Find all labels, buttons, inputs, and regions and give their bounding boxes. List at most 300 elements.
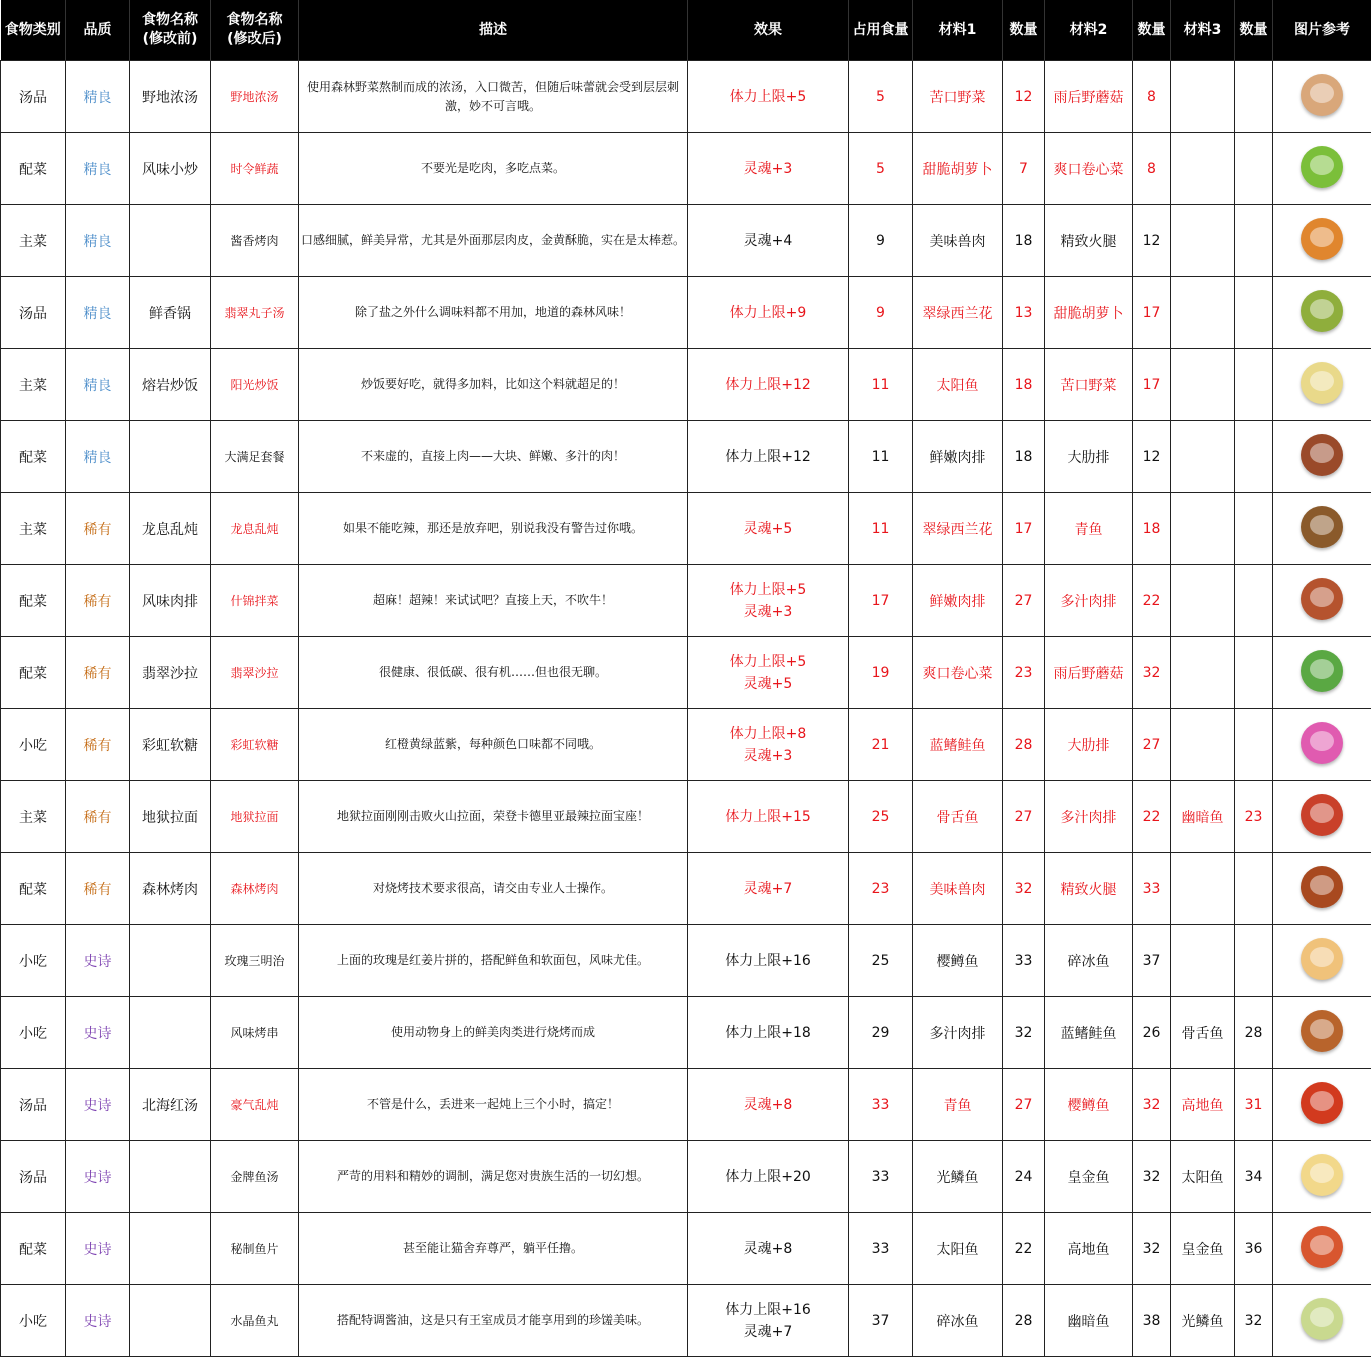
material3-cell xyxy=(1171,277,1235,349)
food-cost-cell: 17 xyxy=(849,565,913,637)
description-cell: 使用森林野菜熬制而成的浓汤，入口微苦，但随后味蕾就会受到层层刺激，妙不可言哦。 xyxy=(299,61,688,133)
material2-cell: 皇金鱼 xyxy=(1045,1141,1133,1213)
qty3-cell xyxy=(1235,493,1273,565)
quality-cell: 史诗 xyxy=(66,997,130,1069)
image-cell xyxy=(1273,205,1371,277)
material3-cell xyxy=(1171,205,1235,277)
qty3-cell: 31 xyxy=(1235,1069,1273,1141)
food-cost-cell: 37 xyxy=(849,1285,913,1357)
material2-cell: 高地鱼 xyxy=(1045,1213,1133,1285)
qty2-cell: 38 xyxy=(1133,1285,1171,1357)
material1-cell: 樱鳟鱼 xyxy=(913,925,1003,997)
effect-cell xyxy=(688,1213,849,1285)
category-cell: 汤品 xyxy=(1,1069,66,1141)
material1-cell: 美味兽肉 xyxy=(913,853,1003,925)
name-after-cell: 时令鲜蔬 xyxy=(211,133,299,205)
effect-text: 体力上限+5 xyxy=(729,88,807,105)
qty3-cell xyxy=(1235,925,1273,997)
table-row xyxy=(1,205,1371,277)
qty2-cell: 17 xyxy=(1133,349,1171,421)
description-cell: 使用动物身上的鲜美肉类进行烧烤而成 xyxy=(299,997,688,1069)
material3-cell xyxy=(1171,349,1235,421)
effect-text: 体力上限+8 xyxy=(729,725,807,742)
name-after-cell: 秘制鱼片 xyxy=(211,1213,299,1285)
material3-cell: 幽暗鱼 xyxy=(1171,781,1235,853)
name-before-cell xyxy=(130,1285,211,1357)
image-cell xyxy=(1273,277,1371,349)
header-qty2: 数量 xyxy=(1133,0,1171,61)
fish-slices-icon xyxy=(1301,1226,1343,1268)
description-cell: 甚至能让猫舍弃尊严，躺平任撸。 xyxy=(299,1213,688,1285)
effect-text: 体力上限+16 xyxy=(725,1301,811,1318)
description-cell: 对烧烤技术要求很高，请交由专业人士操作。 xyxy=(299,853,688,925)
effect-text: 体力上限+15 xyxy=(725,808,811,825)
name-after-cell: 地狱拉面 xyxy=(211,781,299,853)
material1-cell: 多汁肉排 xyxy=(913,997,1003,1069)
effect-cell xyxy=(688,421,849,493)
effect-cell xyxy=(688,565,849,637)
qty2-cell: 32 xyxy=(1133,637,1171,709)
qty3-cell xyxy=(1235,853,1273,925)
effect-cell xyxy=(688,637,849,709)
qty1-cell: 28 xyxy=(1003,709,1045,781)
stew-pot-icon xyxy=(1301,506,1343,548)
qty2-cell: 26 xyxy=(1133,997,1171,1069)
food-cost-cell: 5 xyxy=(849,61,913,133)
table-body xyxy=(1,61,1371,1357)
table-row xyxy=(1,1285,1371,1357)
material3-cell xyxy=(1171,637,1235,709)
qty2-cell: 32 xyxy=(1133,1213,1171,1285)
material3-cell xyxy=(1171,421,1235,493)
name-before-cell: 北海红汤 xyxy=(130,1069,211,1141)
name-after-cell: 大满足套餐 xyxy=(211,421,299,493)
qty3-cell xyxy=(1235,637,1273,709)
effect-text: 灵魂+8 xyxy=(743,1096,793,1113)
material1-cell: 太阳鱼 xyxy=(913,349,1003,421)
name-after-cell: 豪气乱炖 xyxy=(211,1069,299,1141)
qty1-cell: 13 xyxy=(1003,277,1045,349)
table-row xyxy=(1,637,1371,709)
header-material1: 材料1 xyxy=(913,0,1003,61)
material3-cell: 高地鱼 xyxy=(1171,1069,1235,1141)
quality-cell: 精良 xyxy=(66,421,130,493)
table-row xyxy=(1,1069,1371,1141)
qty3-cell xyxy=(1235,61,1273,133)
header-effect: 效果 xyxy=(688,0,849,61)
material3-cell: 光鳞鱼 xyxy=(1171,1285,1235,1357)
name-after-cell: 水晶鱼丸 xyxy=(211,1285,299,1357)
material2-cell: 雨后野蘑菇 xyxy=(1045,637,1133,709)
header-material3: 材料3 xyxy=(1171,0,1235,61)
qty2-cell: 12 xyxy=(1133,421,1171,493)
table-row xyxy=(1,853,1371,925)
quality-cell: 精良 xyxy=(66,61,130,133)
food-cost-cell: 33 xyxy=(849,1141,913,1213)
image-cell xyxy=(1273,1213,1371,1285)
name-before-cell: 翡翠沙拉 xyxy=(130,637,211,709)
name-before-cell: 风味小炒 xyxy=(130,133,211,205)
category-cell: 配菜 xyxy=(1,1213,66,1285)
header-category: 食物类别 xyxy=(1,0,66,61)
material1-cell: 碎冰鱼 xyxy=(913,1285,1003,1357)
qty3-cell: 34 xyxy=(1235,1141,1273,1213)
material1-cell: 鲜嫩肉排 xyxy=(913,421,1003,493)
crystal-dumpling-icon xyxy=(1301,1298,1343,1340)
material2-cell: 多汁肉排 xyxy=(1045,781,1133,853)
effect-text: 体力上限+20 xyxy=(725,1168,811,1185)
qty1-cell: 28 xyxy=(1003,1285,1045,1357)
material1-cell: 鲜嫩肉排 xyxy=(913,565,1003,637)
material1-cell: 爽口卷心菜 xyxy=(913,637,1003,709)
material1-cell: 美味兽肉 xyxy=(913,205,1003,277)
material1-cell: 翠绿西兰花 xyxy=(913,493,1003,565)
red-stew-icon xyxy=(1301,1082,1343,1124)
header-description: 描述 xyxy=(299,0,688,61)
header-row xyxy=(1,0,1371,61)
table-row xyxy=(1,997,1371,1069)
image-cell xyxy=(1273,781,1371,853)
header-food-cost: 占用食量 xyxy=(849,0,913,61)
qty2-cell: 27 xyxy=(1133,709,1171,781)
name-after-cell: 翡翠丸子汤 xyxy=(211,277,299,349)
qty1-cell: 32 xyxy=(1003,997,1045,1069)
effect-text: 体力上限+18 xyxy=(725,1024,811,1041)
food-cost-cell: 33 xyxy=(849,1069,913,1141)
table-row xyxy=(1,349,1371,421)
table-row xyxy=(1,1213,1371,1285)
image-cell xyxy=(1273,1285,1371,1357)
description-cell: 如果不能吃辣，那还是放弃吧，别说我没有警告过你哦。 xyxy=(299,493,688,565)
effect-text: 体力上限+16 xyxy=(725,952,811,969)
effect-text: 体力上限+12 xyxy=(725,376,811,393)
description-cell: 上面的玫瑰是红姜片拼的，搭配鲜鱼和软面包，风味尤佳。 xyxy=(299,925,688,997)
name-after-cell: 金牌鱼汤 xyxy=(211,1141,299,1213)
material3-cell: 太阳鱼 xyxy=(1171,1141,1235,1213)
food-cost-cell: 33 xyxy=(849,1213,913,1285)
material1-cell: 骨舌鱼 xyxy=(913,781,1003,853)
table-row xyxy=(1,493,1371,565)
name-before-cell xyxy=(130,1141,211,1213)
qty2-cell: 18 xyxy=(1133,493,1171,565)
qty2-cell: 17 xyxy=(1133,277,1171,349)
effect-cell xyxy=(688,781,849,853)
material2-cell: 大肋排 xyxy=(1045,421,1133,493)
qty3-cell: 32 xyxy=(1235,1285,1273,1357)
quality-cell: 稀有 xyxy=(66,565,130,637)
material2-cell: 樱鳟鱼 xyxy=(1045,1069,1133,1141)
description-cell: 不要光是吃肉，多吃点菜。 xyxy=(299,133,688,205)
effect-cell xyxy=(688,1069,849,1141)
material1-cell: 青鱼 xyxy=(913,1069,1003,1141)
description-cell: 超麻！超辣！来试试吧？直接上天，不吹牛！ xyxy=(299,565,688,637)
material3-cell xyxy=(1171,493,1235,565)
effect-text: 体力上限+5 xyxy=(729,653,807,670)
name-before-cell: 龙息乱炖 xyxy=(130,493,211,565)
qty2-cell: 22 xyxy=(1133,565,1171,637)
category-cell: 主菜 xyxy=(1,493,66,565)
effect-cell xyxy=(688,493,849,565)
name-after-cell: 什锦拌菜 xyxy=(211,565,299,637)
description-cell: 不来虚的，直接上肉——大块、鲜嫩、多汁的肉！ xyxy=(299,421,688,493)
name-before-cell: 彩虹软糖 xyxy=(130,709,211,781)
name-after-cell: 森林烤肉 xyxy=(211,853,299,925)
header-name-before: 食物名称 (修改前) xyxy=(130,0,211,61)
quality-cell: 精良 xyxy=(66,277,130,349)
fried-rice-icon xyxy=(1301,362,1343,404)
food-cost-cell: 25 xyxy=(849,925,913,997)
food-cost-cell: 11 xyxy=(849,349,913,421)
material2-cell: 雨后野蘑菇 xyxy=(1045,61,1133,133)
header-qty1: 数量 xyxy=(1003,0,1045,61)
qty3-cell xyxy=(1235,349,1273,421)
header-material2: 材料2 xyxy=(1045,0,1133,61)
material1-cell: 光鳞鱼 xyxy=(913,1141,1003,1213)
material1-cell: 甜脆胡萝卜 xyxy=(913,133,1003,205)
effect-text: 体力上限+9 xyxy=(729,304,807,321)
food-cost-cell: 9 xyxy=(849,205,913,277)
salad-bowl-icon xyxy=(1301,650,1343,692)
name-before-cell: 森林烤肉 xyxy=(130,853,211,925)
quality-cell: 史诗 xyxy=(66,925,130,997)
description-cell: 不管是什么，丢进来一起炖上三个小时，搞定！ xyxy=(299,1069,688,1141)
qty3-cell xyxy=(1235,565,1273,637)
name-before-cell: 风味肉排 xyxy=(130,565,211,637)
qty1-cell: 27 xyxy=(1003,781,1045,853)
qty1-cell: 22 xyxy=(1003,1213,1045,1285)
rainbow-candy-icon xyxy=(1301,722,1343,764)
qty2-cell: 37 xyxy=(1133,925,1171,997)
name-after-cell: 玫瑰三明治 xyxy=(211,925,299,997)
effect-cell xyxy=(688,277,849,349)
name-before-cell xyxy=(130,997,211,1069)
category-cell: 主菜 xyxy=(1,205,66,277)
quality-cell: 稀有 xyxy=(66,709,130,781)
material3-cell xyxy=(1171,709,1235,781)
effect-text: 体力上限+12 xyxy=(725,448,811,465)
name-after-cell: 野地浓汤 xyxy=(211,61,299,133)
qty2-cell: 8 xyxy=(1133,61,1171,133)
category-cell: 小吃 xyxy=(1,1285,66,1357)
qty2-cell: 32 xyxy=(1133,1141,1171,1213)
effect-text: 灵魂+3 xyxy=(743,160,793,177)
qty3-cell xyxy=(1235,133,1273,205)
table-row xyxy=(1,565,1371,637)
material3-cell: 骨舌鱼 xyxy=(1171,997,1235,1069)
name-before-cell xyxy=(130,205,211,277)
qty3-cell: 36 xyxy=(1235,1213,1273,1285)
category-cell: 主菜 xyxy=(1,349,66,421)
name-before-cell: 地狱拉面 xyxy=(130,781,211,853)
qty3-cell xyxy=(1235,709,1273,781)
image-cell xyxy=(1273,853,1371,925)
image-cell xyxy=(1273,565,1371,637)
description-cell: 口感细腻，鲜美异常，尤其是外面那层肉皮，金黄酥脆，实在是太棒惹。 xyxy=(299,205,688,277)
category-cell: 小吃 xyxy=(1,709,66,781)
category-cell: 小吃 xyxy=(1,925,66,997)
material2-cell: 大肋排 xyxy=(1045,709,1133,781)
qty2-cell: 32 xyxy=(1133,1069,1171,1141)
qty1-cell: 18 xyxy=(1003,205,1045,277)
material1-cell: 苦口野菜 xyxy=(913,61,1003,133)
mixed-dish-icon xyxy=(1301,578,1343,620)
quality-cell: 精良 xyxy=(66,349,130,421)
category-cell: 汤品 xyxy=(1,1141,66,1213)
quality-cell: 稀有 xyxy=(66,853,130,925)
steak-plate-icon xyxy=(1301,434,1343,476)
material2-cell: 幽暗鱼 xyxy=(1045,1285,1133,1357)
effect-text: 灵魂+5 xyxy=(743,675,793,692)
table-row xyxy=(1,781,1371,853)
qty1-cell: 23 xyxy=(1003,637,1045,709)
qty1-cell: 33 xyxy=(1003,925,1045,997)
material2-cell: 多汁肉排 xyxy=(1045,565,1133,637)
image-cell xyxy=(1273,637,1371,709)
category-cell: 主菜 xyxy=(1,781,66,853)
description-cell: 很健康、很低碳、很有机……但也很无聊。 xyxy=(299,637,688,709)
quality-cell: 稀有 xyxy=(66,637,130,709)
effect-cell xyxy=(688,205,849,277)
qty1-cell: 17 xyxy=(1003,493,1045,565)
vegetable-plate-icon xyxy=(1301,146,1343,188)
header-qty3: 数量 xyxy=(1235,0,1273,61)
qty2-cell: 8 xyxy=(1133,133,1171,205)
table-row xyxy=(1,709,1371,781)
quality-cell: 史诗 xyxy=(66,1069,130,1141)
kebab-plate-icon xyxy=(1301,1010,1343,1052)
name-before-cell: 鲜香锅 xyxy=(130,277,211,349)
name-after-cell: 彩虹软糖 xyxy=(211,709,299,781)
effect-text: 灵魂+5 xyxy=(743,520,793,537)
effect-cell xyxy=(688,1141,849,1213)
material2-cell: 精致火腿 xyxy=(1045,853,1133,925)
name-before-cell: 熔岩炒饭 xyxy=(130,349,211,421)
description-cell: 红橙黄绿蓝紫，每种颜色口味都不同哦。 xyxy=(299,709,688,781)
image-cell xyxy=(1273,349,1371,421)
quality-cell: 精良 xyxy=(66,205,130,277)
qty1-cell: 18 xyxy=(1003,421,1045,493)
quality-cell: 稀有 xyxy=(66,493,130,565)
qty1-cell: 12 xyxy=(1003,61,1045,133)
green-soup-icon xyxy=(1301,290,1343,332)
material3-cell xyxy=(1171,565,1235,637)
image-cell xyxy=(1273,709,1371,781)
effect-text: 灵魂+4 xyxy=(743,232,793,249)
ramen-bowl-icon xyxy=(1301,794,1343,836)
image-cell xyxy=(1273,133,1371,205)
qty2-cell: 22 xyxy=(1133,781,1171,853)
qty3-cell: 28 xyxy=(1235,997,1273,1069)
qty1-cell: 27 xyxy=(1003,1069,1045,1141)
effect-text: 灵魂+8 xyxy=(743,1240,793,1257)
effect-cell xyxy=(688,925,849,997)
effect-cell xyxy=(688,1285,849,1357)
material2-cell: 青鱼 xyxy=(1045,493,1133,565)
material1-cell: 翠绿西兰花 xyxy=(913,277,1003,349)
name-before-cell xyxy=(130,925,211,997)
effect-cell xyxy=(688,853,849,925)
material3-cell xyxy=(1171,61,1235,133)
table-row xyxy=(1,277,1371,349)
qty2-cell: 33 xyxy=(1133,853,1171,925)
effect-text: 灵魂+3 xyxy=(743,747,793,764)
qty3-cell xyxy=(1235,205,1273,277)
quality-cell: 史诗 xyxy=(66,1141,130,1213)
description-cell: 严苛的用料和精妙的调制，满足您对贵族生活的一切幻想。 xyxy=(299,1141,688,1213)
table-row xyxy=(1,421,1371,493)
qty1-cell: 32 xyxy=(1003,853,1045,925)
qty1-cell: 27 xyxy=(1003,565,1045,637)
quality-cell: 史诗 xyxy=(66,1285,130,1357)
image-cell xyxy=(1273,421,1371,493)
header-image: 图片参考 xyxy=(1273,0,1371,61)
category-cell: 配菜 xyxy=(1,421,66,493)
header-quality: 品质 xyxy=(66,0,130,61)
rose-sandwich-icon xyxy=(1301,938,1343,980)
name-after-cell: 龙息乱炖 xyxy=(211,493,299,565)
qty2-cell: 12 xyxy=(1133,205,1171,277)
table-row xyxy=(1,61,1371,133)
effect-text: 灵魂+3 xyxy=(743,603,793,620)
material2-cell: 蓝鳍鲑鱼 xyxy=(1045,997,1133,1069)
qty3-cell xyxy=(1235,421,1273,493)
header-name-after: 食物名称 (修改后) xyxy=(211,0,299,61)
food-cost-cell: 23 xyxy=(849,853,913,925)
food-cost-cell: 21 xyxy=(849,709,913,781)
category-cell: 汤品 xyxy=(1,277,66,349)
material3-cell: 皇金鱼 xyxy=(1171,1213,1235,1285)
effect-cell xyxy=(688,349,849,421)
image-cell xyxy=(1273,997,1371,1069)
image-cell xyxy=(1273,1069,1371,1141)
image-cell xyxy=(1273,493,1371,565)
effect-cell xyxy=(688,133,849,205)
effect-cell xyxy=(688,709,849,781)
food-cost-cell: 9 xyxy=(849,277,913,349)
table-row xyxy=(1,1141,1371,1213)
quality-cell: 稀有 xyxy=(66,781,130,853)
category-cell: 配菜 xyxy=(1,637,66,709)
qty1-cell: 24 xyxy=(1003,1141,1045,1213)
fish-soup-icon xyxy=(1301,1154,1343,1196)
material3-cell xyxy=(1171,925,1235,997)
food-cost-cell: 11 xyxy=(849,421,913,493)
meat-skewer-icon xyxy=(1301,866,1343,908)
category-cell: 配菜 xyxy=(1,565,66,637)
effect-text: 体力上限+5 xyxy=(729,581,807,598)
material2-cell: 精致火腿 xyxy=(1045,205,1133,277)
food-cost-cell: 11 xyxy=(849,493,913,565)
material1-cell: 太阳鱼 xyxy=(913,1213,1003,1285)
quality-cell: 精良 xyxy=(66,133,130,205)
material2-cell: 爽口卷心菜 xyxy=(1045,133,1133,205)
name-before-cell xyxy=(130,1213,211,1285)
effect-cell xyxy=(688,997,849,1069)
category-cell: 配菜 xyxy=(1,853,66,925)
image-cell xyxy=(1273,925,1371,997)
image-cell xyxy=(1273,61,1371,133)
qty3-cell xyxy=(1235,277,1273,349)
name-after-cell: 翡翠沙拉 xyxy=(211,637,299,709)
material1-cell: 蓝鳍鲑鱼 xyxy=(913,709,1003,781)
description-cell: 搭配特调酱油，这是只有王室成员才能享用到的珍馐美味。 xyxy=(299,1285,688,1357)
material2-cell: 甜脆胡萝卜 xyxy=(1045,277,1133,349)
qty1-cell: 18 xyxy=(1003,349,1045,421)
material2-cell: 碎冰鱼 xyxy=(1045,925,1133,997)
name-before-cell: 野地浓汤 xyxy=(130,61,211,133)
name-before-cell xyxy=(130,421,211,493)
category-cell: 小吃 xyxy=(1,997,66,1069)
